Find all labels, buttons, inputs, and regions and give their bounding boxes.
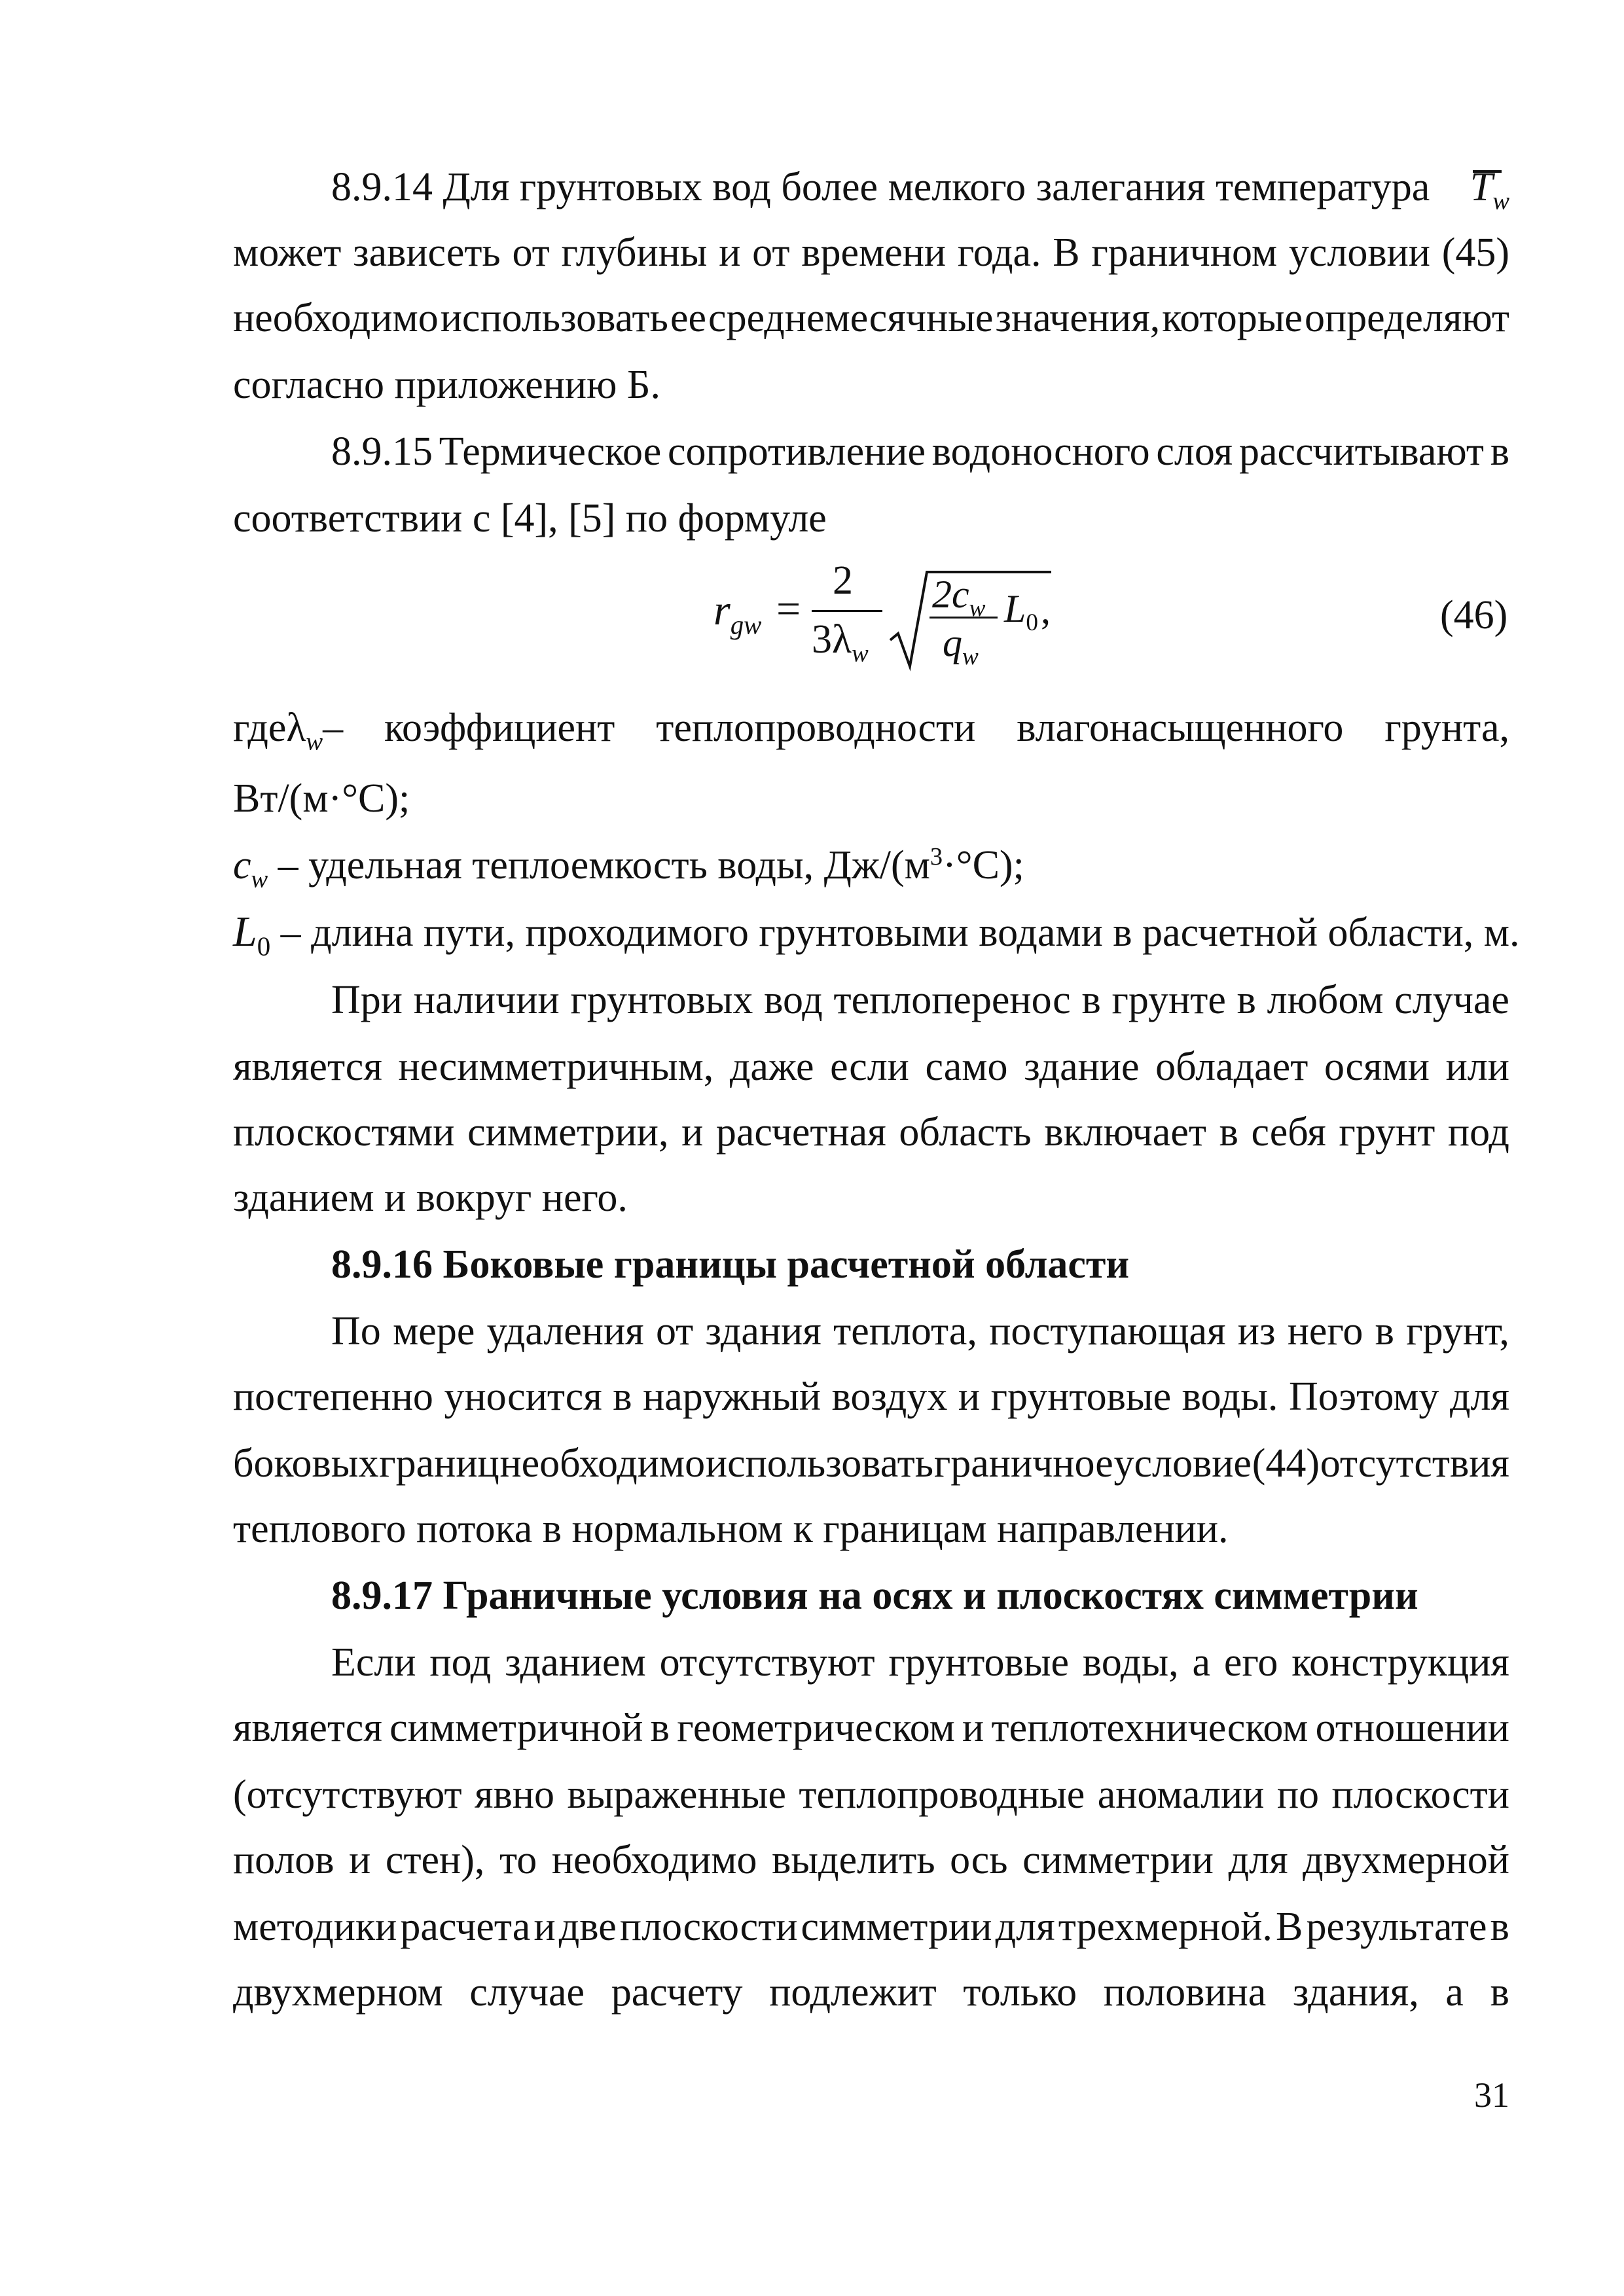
paragraph-line: является несимметричным, даже если само здание обладает осями или	[233, 1045, 1509, 1089]
lambda-description: – коэффициент теплопроводности влагонасыщенного грунта,	[323, 706, 1509, 750]
definition-lambda	[233, 702, 1509, 754]
paragraph-line: необходимо использовать ее среднемесячные значения, которые определяют	[233, 296, 1509, 340]
paragraph-groundwater-line-1: При наличии грунтовых вод теплоперенос в грунте в любом случае	[331, 978, 1509, 1022]
formula-equals: =	[776, 585, 801, 633]
equation-number: (46)	[1440, 593, 1508, 637]
paragraph-8-9-14-text: 8.9.14 Для грунтовых вод более мелкого залегания температура	[331, 165, 1430, 209]
formula-r: $r_{gw}$	[713, 586, 762, 640]
formula-inner-denominator: $q_w$	[943, 621, 979, 671]
formula-comma: ,	[1041, 588, 1051, 632]
mean-temperature-symbol: $T_w$	[1470, 165, 1509, 215]
formula-L0: $L_0$	[1004, 587, 1038, 637]
section-heading-8-9-17: 8.9.17 Граничные условия на осях и плоскостях симметрии	[331, 1573, 1418, 1618]
definition-L: $L_0$ – длина пути, проходимого грунтовыми водами в расчетной области, м.	[233, 908, 1520, 961]
L-symbol: $L_0$	[233, 908, 271, 961]
paragraph-line: двухмерном случае расчету подлежит только половина здания, а в	[233, 1970, 1509, 2015]
inner-fraction-bar	[929, 617, 998, 619]
paragraph-line: (отсутствуют явно выраженные теплопроводные аномалии по плоскости	[233, 1772, 1509, 1817]
formula-46	[713, 560, 1054, 672]
paragraph-line: теплового потока в нормальном к границам направлении.	[233, 1507, 1229, 1551]
fraction-bar	[812, 610, 882, 612]
paragraph-8-9-15-line-1: 8.9.15 Термическое сопротивление водоносного слоя рассчитывают в	[331, 429, 1509, 474]
paragraph-line: может зависеть от глубины и от времени года. В граничном условии (45)	[233, 230, 1509, 275]
c-symbol: $c_w$	[233, 843, 268, 893]
paragraph-line: боковых границ необходимо использовать граничное условие (44) отсутствия	[233, 1441, 1509, 1486]
paragraph-line: полов и стен), то необходимо выделить ось симметрии для двухмерной	[233, 1838, 1509, 1882]
paragraph-line: постепенно уносится в наружный воздух и грунтовые воды. Поэтому для	[233, 1374, 1509, 1419]
page-number: 31	[1474, 2075, 1509, 2115]
formula-numerator: 2	[833, 558, 853, 603]
paragraph-8-9-16-line-1: По мере удаления от здания теплота, поступающая из него в грунт,	[331, 1309, 1509, 1354]
section-heading-8-9-16: 8.9.16 Боковые границы расчетной области	[331, 1242, 1130, 1287]
paragraph-line: соответствии с [4], [5] по формуле	[233, 496, 827, 541]
paragraph-line: зданием и вокруг него.	[233, 1175, 628, 1220]
paragraph-line: плоскостями симметрии, и расчетная область включает в себя грунт под	[233, 1110, 1509, 1155]
paragraph-line: методики расчета и две плоскости симметрии для трехмерной. В результате в	[233, 1905, 1509, 1949]
paragraph-line: является симметричной в геометрическом и теплотехническом отношении	[233, 1706, 1509, 1750]
paragraph-8-9-14-line-1	[331, 161, 1509, 213]
paragraph-line: согласно приложению Б.	[233, 363, 661, 407]
lambda-symbol: $\lambda_w$	[286, 706, 323, 756]
formula-inner-numerator: $2c_w$	[932, 573, 986, 622]
definition-lambda-units: Вт/(м·°С);	[233, 776, 410, 821]
definition-c: $c_w$ – удельная теплоемкость воды, $Дж/(м^3\cdot^\circ С)$;	[233, 842, 1024, 893]
formula-denominator: $3\lambda_w$	[812, 617, 869, 668]
paragraph-8-9-17-line-1: Если под зданием отсутствуют грунтовые воды, а его конструкция	[331, 1640, 1509, 1685]
definition-where: где	[233, 706, 287, 750]
